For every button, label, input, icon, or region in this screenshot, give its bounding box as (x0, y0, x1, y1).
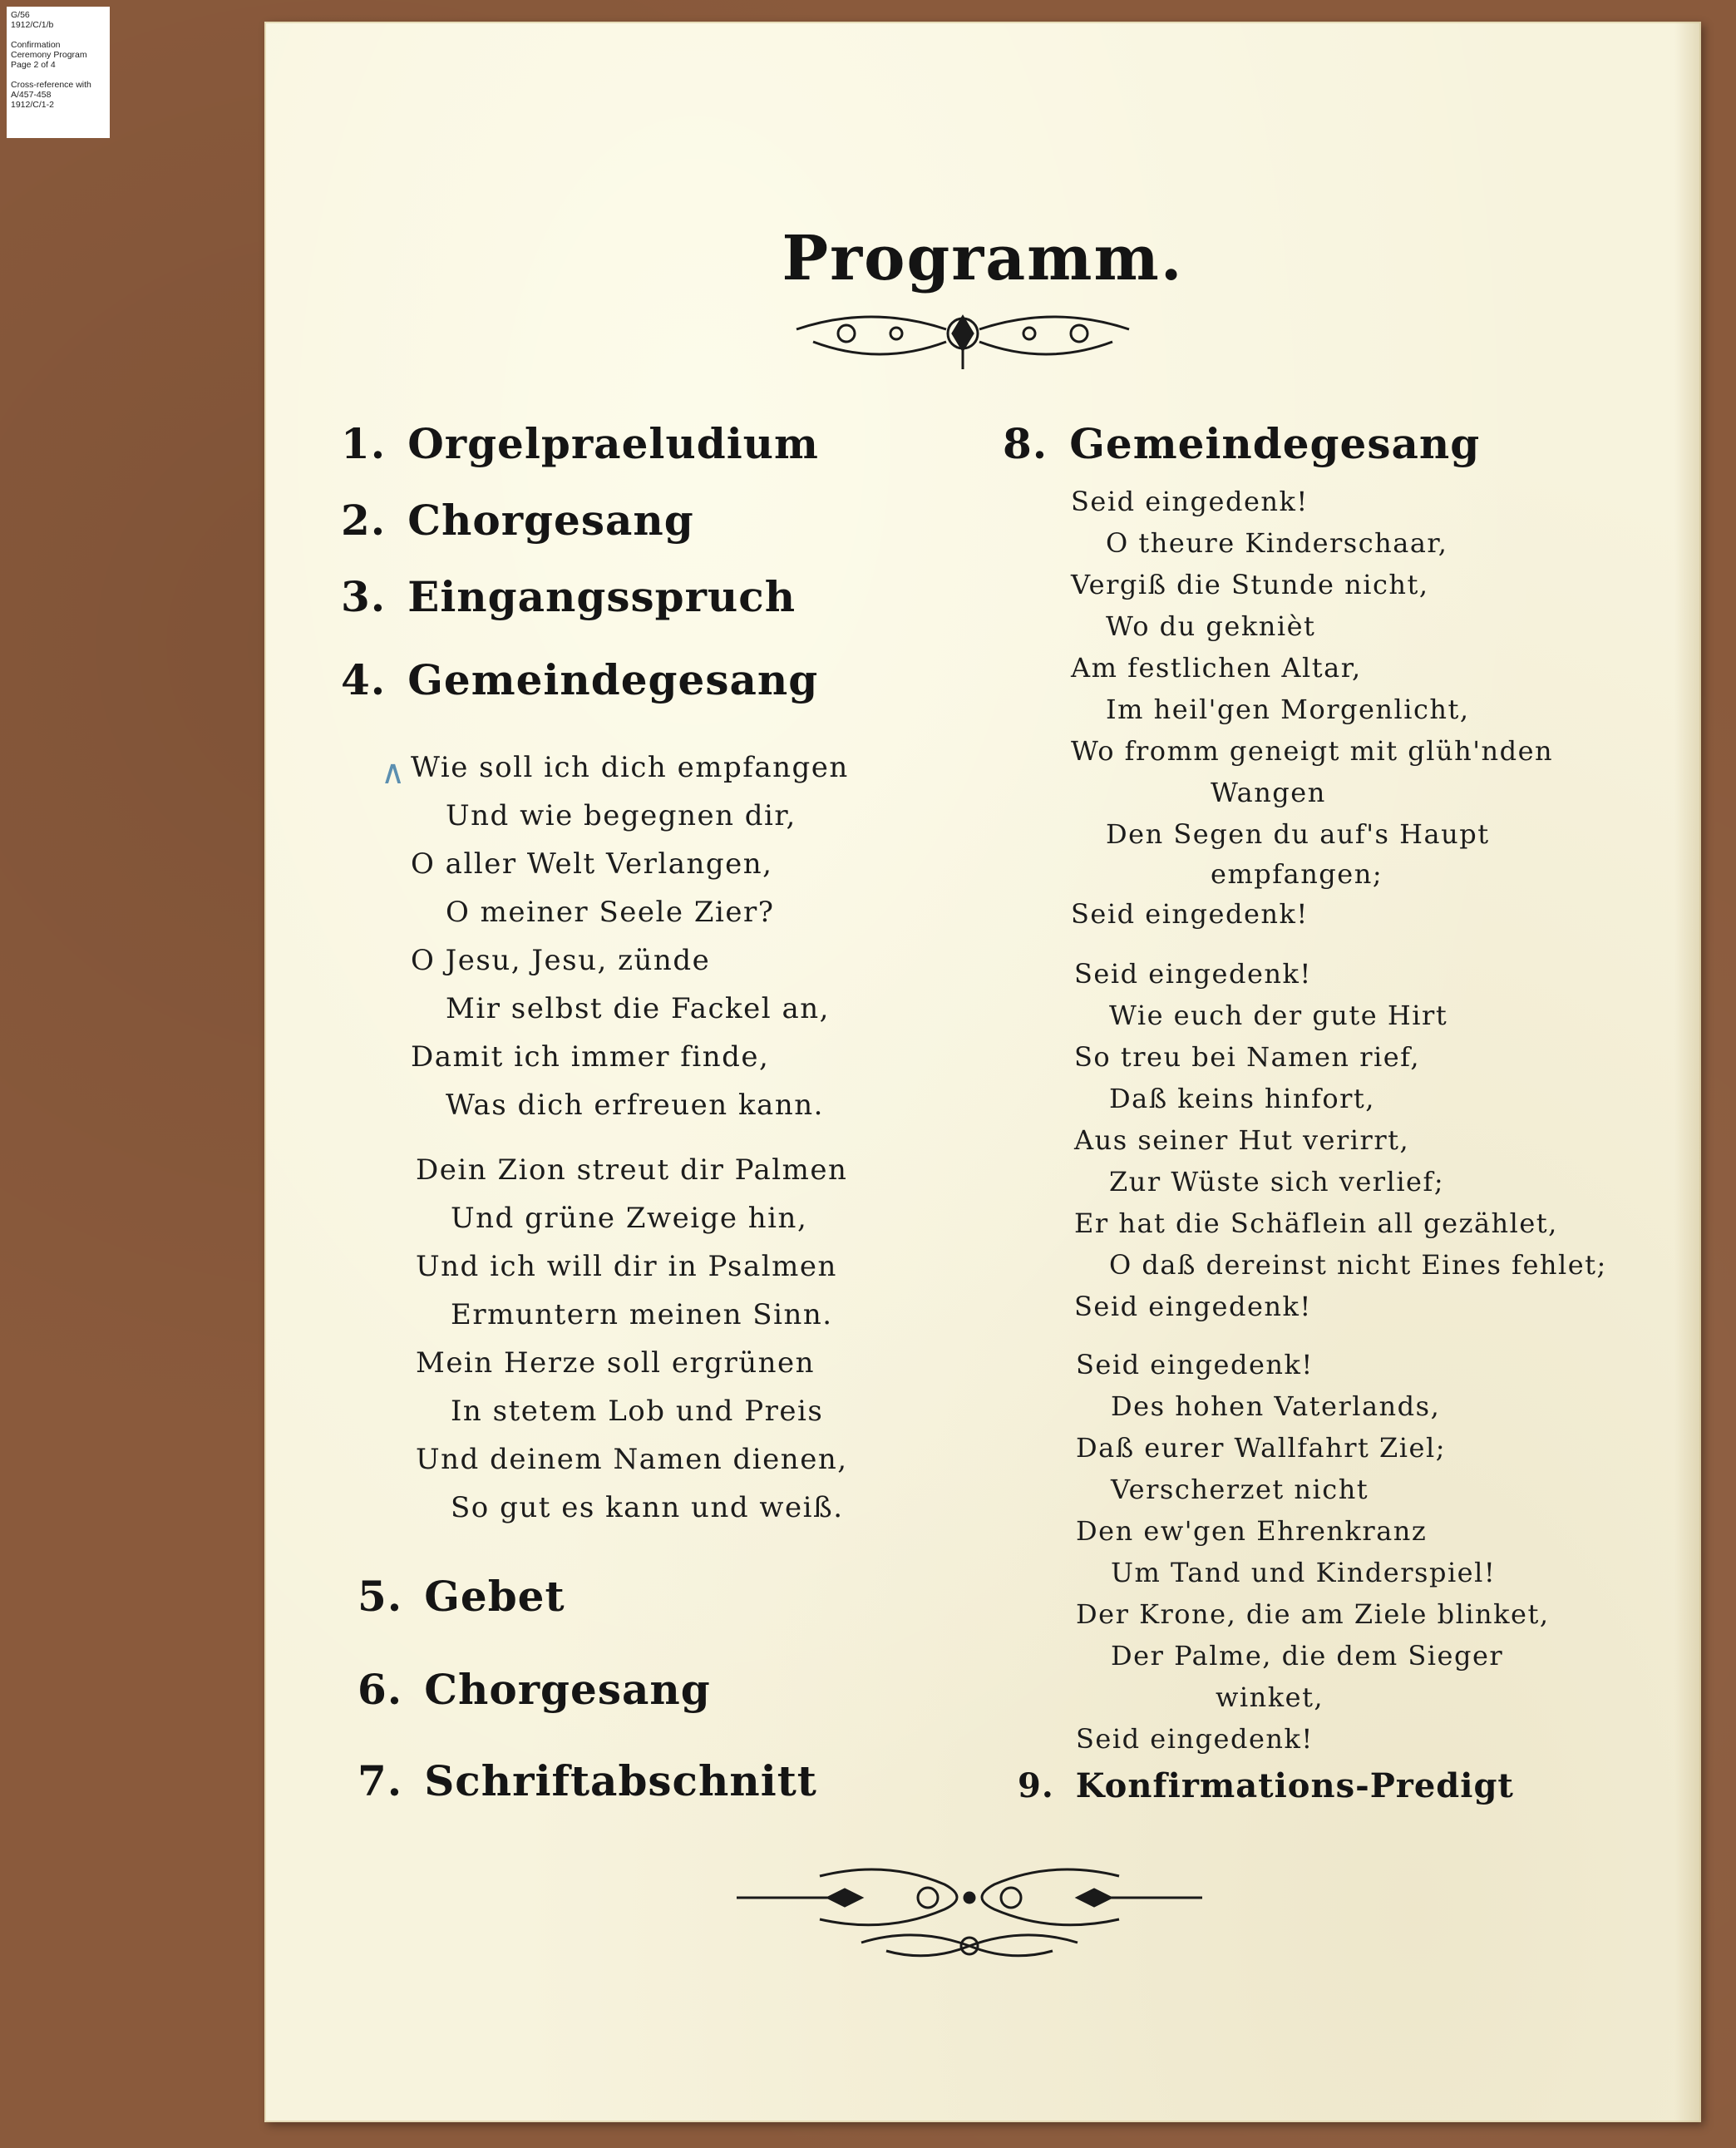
item-label: Chorgesang (407, 496, 694, 545)
hymn-verse-4 (1074, 953, 1607, 1327)
verse-line: Zur Wüste sich verlief; (1109, 1166, 1445, 1197)
page-fold-shadow (1674, 22, 1701, 2122)
verse-line: O aller Welt Verlangen, (411, 847, 773, 881)
item-label: Gemeindegesang (1069, 419, 1481, 468)
archive-ref: G/56 (11, 10, 30, 20)
verse-line: Daß eurer Wallfahrt Ziel; (1076, 1432, 1446, 1464)
footer-ornament-icon (737, 1859, 1202, 1968)
archive-xref-2: 1912/C/1-2 (11, 100, 54, 110)
archive-ref-code: 1912/C/1/b (11, 20, 54, 30)
verse-line: Seid eingedenk! (1074, 1291, 1312, 1322)
item-label: Konfirmations-Predigt (1075, 1766, 1514, 1805)
archive-xref-label: Cross-reference with (11, 80, 91, 90)
verse-line: Und grüne Zweige hin, (451, 1202, 808, 1235)
verse-line: Ermuntern meinen Sinn. (451, 1298, 833, 1331)
verse-line: Der Krone, die am Ziele blinket, (1076, 1598, 1550, 1630)
verse-line: Und wie begegnen dir, (446, 799, 796, 832)
program-item-2 (341, 496, 694, 545)
verse-line: O daß dereinst nicht Eines fehlet; (1109, 1249, 1607, 1281)
verse-line: Wie euch der gute Hirt (1109, 1000, 1448, 1031)
verse-line: Mir selbst die Fackel an, (446, 992, 830, 1025)
program-item-6 (358, 1665, 711, 1714)
verse-line: Seid eingedenk! (1071, 486, 1309, 517)
verse-line: Wo du geknièt (1106, 610, 1316, 642)
verse-line: Aus seiner Hut verirrt, (1074, 1124, 1410, 1156)
item-number: 1. (341, 419, 387, 468)
item-label: Gemeindegesang (407, 655, 819, 704)
verse-line: Um Tand und Kinderspiel! (1111, 1557, 1497, 1588)
verse-line: O meiner Seele Zier? (446, 896, 775, 929)
verse-line: Und ich will dir in Psalmen (416, 1250, 837, 1283)
verse-line: O Jesu, Jesu, zünde (411, 944, 711, 977)
verse-line: Vergiß die Stunde nicht, (1071, 569, 1429, 600)
hymn-verse-2 (416, 1146, 848, 1532)
hymn-verse-1 (411, 743, 849, 1129)
archive-desc-1: Confirmation (11, 40, 61, 50)
program-page (264, 22, 1701, 2122)
program-item-3 (341, 572, 796, 621)
verse-line: Am festlichen Altar, (1071, 652, 1362, 684)
verse-line: Im heil'gen Morgenlicht, (1106, 694, 1470, 725)
verse-line: Daß keins hinfort, (1109, 1083, 1375, 1114)
item-label: Chorgesang (424, 1665, 711, 1714)
item-number: 2. (341, 496, 387, 545)
verse-line: Des hohen Vaterlands, (1111, 1390, 1441, 1422)
program-item-7 (358, 1756, 817, 1805)
item-number: 3. (341, 572, 387, 621)
verse-line: Wie soll ich dich empfangen (411, 751, 849, 784)
item-number: 4. (341, 655, 387, 704)
program-item-4 (341, 655, 818, 704)
item-label: Schriftabschnitt (424, 1756, 817, 1805)
verse-line: So treu bei Namen rief, (1074, 1041, 1421, 1073)
item-number: 9. (1018, 1766, 1054, 1805)
verse-line: Er hat die Schäflein all gezählet, (1074, 1207, 1558, 1239)
verse-line: Dein Zion streut dir Palmen (416, 1153, 848, 1187)
verse-line: empfangen; (1211, 858, 1383, 890)
verse-line: Damit ich immer finde, (411, 1040, 770, 1074)
verse-line: O theure Kinderschaar, (1106, 527, 1448, 559)
program-item-9 (1018, 1766, 1514, 1805)
item-label: Eingangsspruch (407, 572, 796, 621)
verse-line: So gut es kann und weiß. (451, 1491, 844, 1524)
pen-mark-icon: ∧ (381, 753, 406, 792)
program-item-5 (358, 1572, 565, 1621)
hymn-verse-3 (1071, 481, 1553, 935)
verse-line: Seid eingedenk! (1071, 898, 1309, 930)
archive-label (7, 7, 110, 138)
program-item-1 (341, 419, 819, 468)
verse-line: Den ew'gen Ehrenkranz (1076, 1515, 1428, 1547)
archive-desc-2: Ceremony Program (11, 50, 87, 60)
verse-line: Verscherzet nicht (1111, 1474, 1369, 1505)
program-item-8 (1003, 419, 1480, 468)
verse-line: winket, (1216, 1681, 1324, 1713)
item-number: 6. (358, 1665, 403, 1714)
hymn-verse-5 (1076, 1344, 1550, 1760)
verse-line: Mein Herze soll ergrünen (416, 1346, 816, 1380)
item-number: 8. (1003, 419, 1048, 468)
archive-page: Page 2 of 4 (11, 60, 56, 70)
verse-line: Seid eingedenk! (1074, 958, 1312, 990)
verse-line: Was dich erfreuen kann. (446, 1089, 824, 1122)
verse-line: In stetem Lob und Preis (451, 1395, 824, 1428)
page-title: Programm. (782, 223, 1184, 294)
verse-line: Seid eingedenk! (1076, 1723, 1314, 1755)
verse-line: Wo fromm geneigt mit glüh'nden (1071, 735, 1554, 767)
verse-line: Seid eingedenk! (1076, 1349, 1314, 1380)
verse-line: Der Palme, die dem Sieger (1111, 1640, 1504, 1671)
archive-xref-1: A/457-458 (11, 90, 52, 100)
item-label: Orgelpraeludium (407, 419, 819, 468)
verse-line: Und deinem Namen dienen, (416, 1443, 848, 1476)
item-number: 7. (358, 1756, 403, 1805)
item-number: 5. (358, 1572, 403, 1621)
verse-line: Den Segen du auf's Haupt (1106, 818, 1490, 850)
title-ornament-icon (780, 296, 1146, 379)
verse-line: Wangen (1211, 777, 1326, 808)
item-label: Gebet (424, 1572, 565, 1621)
